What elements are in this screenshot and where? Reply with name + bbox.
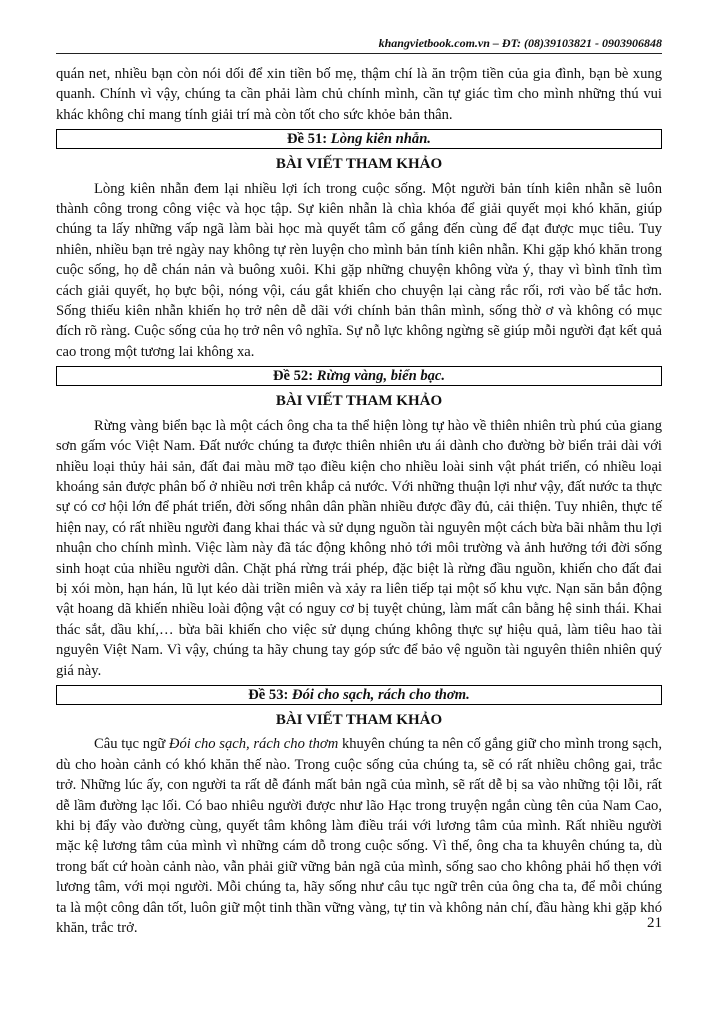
section-52-label: Đề 52: bbox=[272, 368, 314, 385]
section-53-body-quote: Đói cho sạch, rách cho thơm bbox=[168, 736, 339, 753]
section-51-label: Đề 51: bbox=[287, 131, 328, 148]
section-53-body-text: khuyên chúng ta nên cố gắng giữ cho mình trong sạch, dù cho hoàn cảnh có khó khăn thế nào. Trong cuộc sống của chúng ta, sẽ có rất nhiều chông gai, trắc trở. Những lúc ấy, con người ta rất dễ đánh mất bản ngã của mình, sẽ rất dễ bị sa vào những tội lỗi, rất dễ lầm đường lạc lối. Có bao nhiêu người được như lão Hạc trong truyện ngắn cùng tên của Nam Cao, khi bị đẩy vào đường cùng, quyết tâm không làm điều trái với lương tâm của mình. Rất nhiều người mặc kệ lương tâm của mình vì những cám dỗ trong cuộc sống. Vì thế, ông cha ta khuyên chúng ta, dù trong bất cứ hoàn cảnh nào, vẫn phải giữ vững bản ngã của mình, sống sao cho không phải hổ thẹn với lương tâm, với mọi người. Mỗi chúng ta, hãy sống như câu tục ngữ trên của ông cha ta, để mỗi chúng ta là một công dân tốt, luôn giữ một tinh thần vững vàng, tự tin và không nản chí, đầu hàng khi gặp khó khăn, trắc trở. bbox=[56, 736, 662, 937]
section-53-body-prefix: Câu tục ngữ bbox=[94, 736, 169, 753]
intro-paragraph: quán net, nhiều bạn còn nói dối để xin tiền bố mẹ, thậm chí là ăn trộm tiền của gia đình, bạn bè xung quanh. Chính vì vậy, chúng ta cần phải làm chủ chính mình, cần tự giác tìm cho mình những thú vui khác không chỉ mang tính giải trí mà còn tốt cho sức khỏe bản thân. bbox=[56, 66, 662, 123]
page-number: 21 bbox=[647, 915, 662, 931]
section-51-title bbox=[56, 129, 662, 149]
header-rule bbox=[56, 53, 662, 54]
page-content bbox=[56, 64, 662, 938]
section-52-topic: Rừng vàng, biển bạc. bbox=[316, 368, 446, 385]
page-header: khangvietbook.com.vn – ĐT: (08)39103821 - 0903906848 bbox=[378, 36, 662, 50]
section-52-heading: BÀI VIẾT THAM KHẢO bbox=[275, 393, 443, 410]
section-53-body bbox=[56, 734, 662, 938]
section-53-label: Đề 53: bbox=[248, 686, 289, 703]
section-52-title bbox=[56, 366, 662, 386]
section-53-title bbox=[56, 685, 662, 705]
section-51-topic: Lòng kiên nhẫn. bbox=[330, 131, 431, 148]
section-51-heading: BÀI VIẾT THAM KHẢO bbox=[275, 156, 443, 173]
section-53-topic: Đói cho sạch, rách cho thơm. bbox=[292, 686, 470, 703]
section-53-heading: BÀI VIẾT THAM KHẢO bbox=[275, 711, 443, 728]
section-52-body: Rừng vàng biển bạc là một cách ông cha ta thể hiện lòng tự hào về thiên nhiên trù phú của giang sơn gấm vóc Việt Nam. Đất nước chúng ta được thiên nhiên ưu ái dành cho đường bờ biển trải dài với nhiều loại thủy hải sản, đất đai màu mỡ tạo điều kiện cho nhiều loài sinh vật phát triển, có nhiều loại khoáng sản được phân bố ở nhiều nơi trên khắp cả nước. Với những thuận lợi như vậy, đất nước ta thực sự có cơ hội lớn để phát triển, đời sống nhân dân phần nhiều được đầy đủ, cải thiện. Tuy nhiên, thực tế hiện nay, có rất nhiều người đang khai thác và sử dụng nguồn tài nguyên một cách bừa bãi nhằm thu lợi nhuận cho chính mình. Việc làm này đã tác động không nhỏ tới môi trường và ảnh hưởng tới đời sống sinh hoạt của nhiều người dân. Chặt phá rừng trái phép, đặc biệt là rừng đầu nguồn, khiến cho đất đai bị xói mòn, hạn hán, lũ lụt kéo dài triền miên và xảy ra liên tiếp tại một số khu vực. Nạn săn bắn động vật hoang dã khiến nhiều loài động vật có nguy cơ bị tuyệt chủng, làm mất cân bằng hệ sinh thái. Khai thác sắt, dầu khí,… bừa bãi khiến cho việc sử dụng chúng không thực sự hiệu quả, làm tiêu hao tài nguyên Việt Nam. Vì vậy, chúng ta hãy chung tay góp sức để bảo vệ nguồn tài nguyên thiên nhiên quý giá này. bbox=[56, 417, 662, 679]
section-51-body: Lòng kiên nhẫn đem lại nhiều lợi ích trong cuộc sống. Một người bản tính kiên nhẫn sẽ luôn thành công trong công việc và học tập. Sự kiên nhẫn là chìa khóa để giải quyết mọi khó khăn, giúp chúng ta lấy những vấp ngã làm bài học mà quyết tâm cố gắng đến cùng để đạt được mục tiêu. Tuy nhiên, nhiều bạn trẻ ngày nay không tự rèn luyện cho mình bản tính kiên nhẫn. Khi gặp khó khăn trong cuộc sống, họ dễ chán nản và buông xuôi. Khi gặp những chuyện không vừa ý, thay vì bình tĩnh tìm cách giải quyết, họ bực bội, nóng vội, cáu gắt khiến cho chuyện lại càng rắc rối, rơi vào bế tắc hơn. Sống thiếu kiên nhẫn khiến họ trở nên dễ dãi với chính bản thân mình, sống thờ ơ và không có mục đích rõ ràng. Cuộc sống của họ trở nên vô nghĩa. Sự nỗ lực không ngừng sẽ giúp mỗi người đạt kết quả cao trong một tương lai không xa. bbox=[56, 180, 662, 360]
